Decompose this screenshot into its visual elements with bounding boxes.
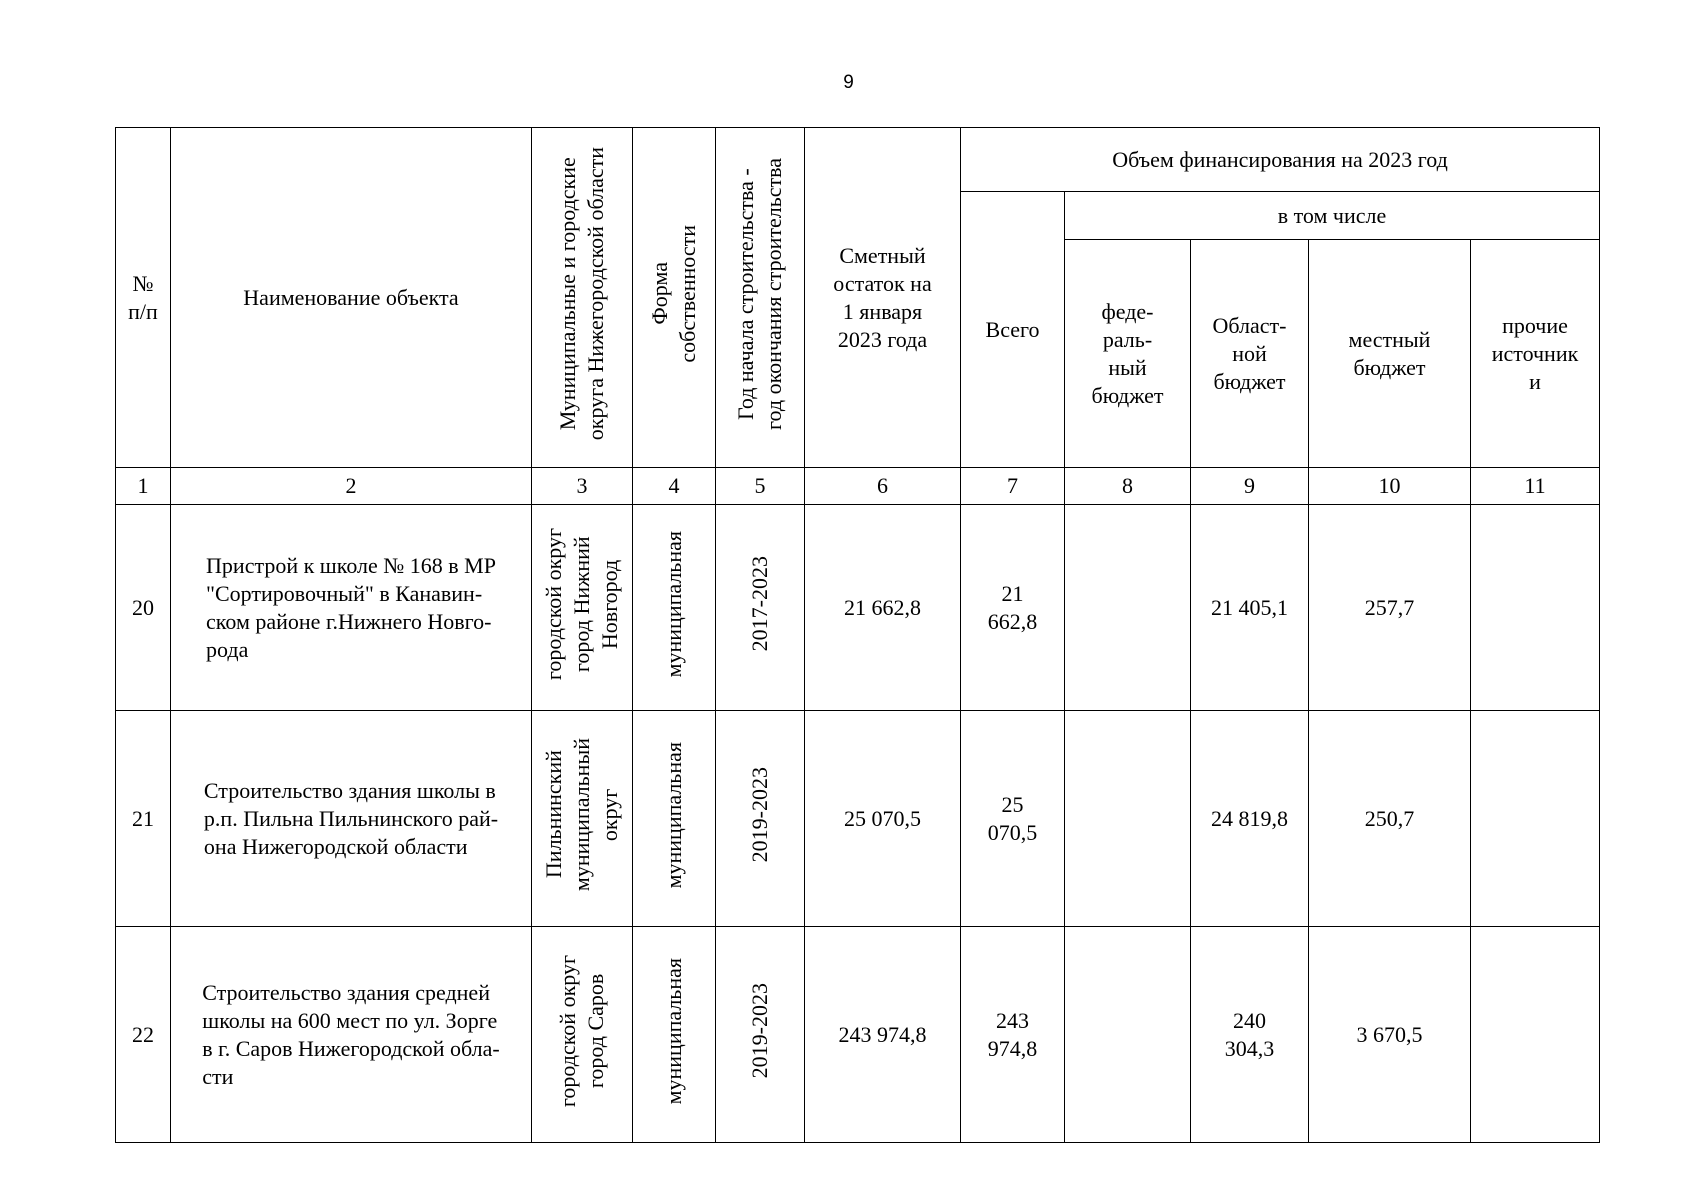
header-years: Год начала строительства - год окончания строительства [716, 128, 805, 468]
ownership: муниципальная [633, 711, 716, 927]
table-row [116, 927, 1600, 1143]
column-number: 3 [532, 468, 633, 505]
header-including: в том числе [1065, 192, 1600, 240]
header-num: № п/п [116, 128, 171, 468]
header-balance: Сметный остаток на 1 января 2023 года [805, 128, 961, 468]
construction-years: 2019-2023 [716, 711, 805, 927]
ownership: муниципальная [633, 927, 716, 1143]
estimated-balance: 25 070,5 [805, 711, 961, 927]
header-financing-group: Объем финансирования на 2023 год [961, 128, 1600, 192]
estimated-balance: 243 974,8 [805, 927, 961, 1143]
financing-total: 243 974,8 [961, 927, 1065, 1143]
municipality: Пильнинский муниципальный округ [532, 711, 633, 927]
column-number: 2 [171, 468, 532, 505]
municipality: городской округ город Саров [532, 927, 633, 1143]
row-num: 20 [116, 505, 171, 711]
header-total: Всего [961, 192, 1065, 468]
federal-budget [1065, 505, 1191, 711]
column-number: 1 [116, 468, 171, 505]
other-sources [1471, 505, 1600, 711]
table-row [116, 505, 1600, 711]
header-other: прочие источник и [1471, 240, 1600, 468]
other-sources [1471, 927, 1600, 1143]
financing-total: 25 070,5 [961, 711, 1065, 927]
estimated-balance: 21 662,8 [805, 505, 961, 711]
federal-budget [1065, 927, 1191, 1143]
object-name: Строительство здания школы в р.п. Пильна Пильнинского рай- она Нижегородской области [171, 711, 532, 927]
column-numbers-row [116, 468, 1600, 505]
header-name: Наименование объекта [171, 128, 532, 468]
column-number: 7 [961, 468, 1065, 505]
header-federal: феде- раль- ный бюджет [1065, 240, 1191, 468]
row-num: 22 [116, 927, 171, 1143]
local-budget: 257,7 [1309, 505, 1471, 711]
header-municipality: Муниципальные и городские округа Нижегородской области [532, 128, 633, 468]
financing-total: 21 662,8 [961, 505, 1065, 711]
financing-table [115, 127, 1600, 1143]
regional-budget: 21 405,1 [1191, 505, 1309, 711]
local-budget: 250,7 [1309, 711, 1471, 927]
column-number: 6 [805, 468, 961, 505]
regional-budget: 24 819,8 [1191, 711, 1309, 927]
other-sources [1471, 711, 1600, 927]
construction-years: 2017-2023 [716, 505, 805, 711]
header-ownership: Форма собственности [633, 128, 716, 468]
column-number: 11 [1471, 468, 1600, 505]
column-number: 9 [1191, 468, 1309, 505]
column-number: 10 [1309, 468, 1471, 505]
municipality: городской округ город Нижний Новгород [532, 505, 633, 711]
federal-budget [1065, 711, 1191, 927]
header-regional: Област- ной бюджет [1191, 240, 1309, 468]
construction-years: 2019-2023 [716, 927, 805, 1143]
ownership: муниципальная [633, 505, 716, 711]
column-number: 4 [633, 468, 716, 505]
page-number: 9 [843, 72, 854, 93]
local-budget: 3 670,5 [1309, 927, 1471, 1143]
column-number: 5 [716, 468, 805, 505]
object-name: Строительство здания средней школы на 600 мест по ул. Зорге в г. Саров Нижегородской обла- сти [171, 927, 532, 1143]
row-num: 21 [116, 711, 171, 927]
column-number: 8 [1065, 468, 1191, 505]
object-name: Пристрой к школе № 168 в МР "Сортировочный" в Канавин- ском районе г.Нижнего Новго- рода [171, 505, 532, 711]
table-row [116, 711, 1600, 927]
regional-budget: 240 304,3 [1191, 927, 1309, 1143]
header-local: местный бюджет [1309, 240, 1471, 468]
